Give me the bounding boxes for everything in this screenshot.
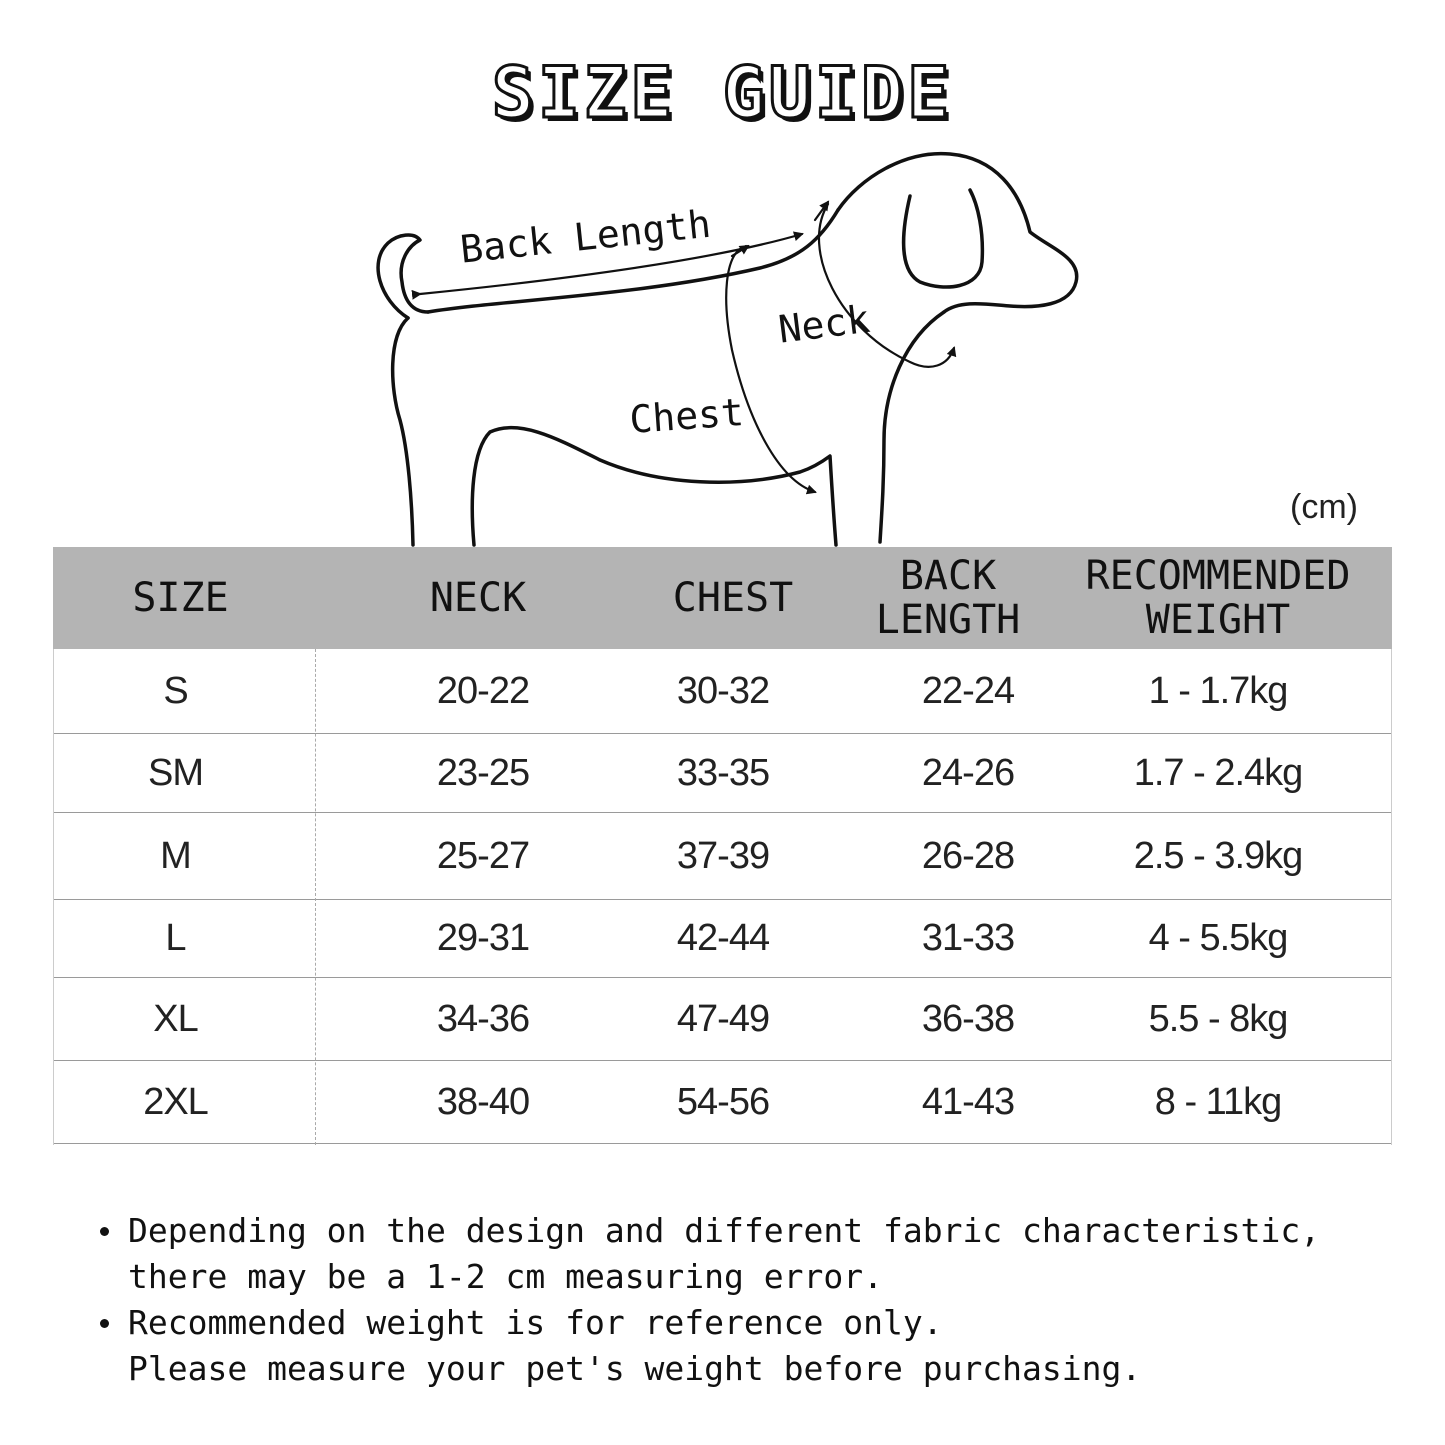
cell-weight: 5.5 - 8kg [1148, 997, 1288, 1040]
cell-size: L [165, 917, 186, 959]
note-item [100, 1208, 1400, 1300]
dog-ear [904, 190, 983, 287]
page-title: SIZE GUIDE [491, 52, 954, 134]
table-border-right [1391, 649, 1392, 1145]
cell-size: S [163, 669, 188, 712]
cell-neck: 29-31 [436, 917, 530, 959]
note-text: Depending on the design and different fabric characteristic, [128, 1211, 1321, 1250]
notes [100, 1208, 1400, 1392]
dog-head [838, 154, 1077, 312]
cell-size: XL [153, 997, 198, 1040]
unit-label: (cm) [1290, 488, 1358, 526]
header-back-length: BACK LENGTH [875, 553, 1021, 643]
cell-weight: 1.7 - 2.4kg [1133, 751, 1303, 794]
cell-size: M [160, 834, 191, 877]
note-text: Please measure your pet's weight before purchasing. [128, 1349, 1142, 1388]
note-text: Recommended weight is for reference only. [128, 1303, 943, 1342]
header-chest: CHEST [672, 575, 794, 621]
dog-tail [378, 235, 428, 318]
cell-back-length: 24-26 [921, 751, 1015, 794]
chest-arrow [726, 246, 815, 492]
cell-back-length: 22-24 [921, 669, 1015, 712]
cell-chest: 37-39 [676, 834, 770, 877]
column-divider [315, 649, 316, 1145]
table-row [53, 978, 1392, 1061]
dog-measurement-diagram [0, 0, 1445, 560]
cell-chest: 47-49 [676, 997, 770, 1040]
chest-label: Chest [628, 390, 746, 442]
bullet-icon [100, 1227, 109, 1236]
cell-weight: 4 - 5.5kg [1148, 917, 1288, 959]
cell-size: 2XL [143, 1080, 208, 1123]
cell-back-length: 26-28 [921, 834, 1015, 877]
cell-chest: 30-32 [676, 669, 770, 712]
cell-neck: 34-36 [436, 997, 530, 1040]
table-row [53, 1061, 1392, 1144]
cell-chest: 33-35 [676, 751, 770, 794]
table-row [53, 900, 1392, 978]
bullet-icon [100, 1319, 109, 1328]
table-row [53, 813, 1392, 900]
cell-weight: 2.5 - 3.9kg [1133, 834, 1303, 877]
neck-label: Neck [776, 296, 873, 352]
cell-back-length: 36-38 [921, 997, 1015, 1040]
note-text: there may be a 1-2 cm measuring error. [128, 1257, 883, 1296]
dog-belly [472, 428, 836, 545]
table-row [53, 734, 1392, 813]
table-border-left [53, 649, 54, 1145]
cell-size: SM [148, 751, 203, 794]
cell-neck: 38-40 [436, 1080, 530, 1123]
table-row [53, 649, 1392, 734]
cell-neck: 20-22 [436, 669, 530, 712]
cell-weight: 1 - 1.7kg [1148, 669, 1288, 712]
cell-back-length: 41-43 [921, 1080, 1015, 1123]
cell-neck: 25-27 [436, 834, 530, 877]
size-table [53, 547, 1392, 1144]
dog-chest [880, 312, 944, 542]
cell-back-length: 31-33 [921, 917, 1015, 959]
cell-neck: 23-25 [436, 751, 530, 794]
cell-chest: 42-44 [676, 917, 770, 959]
note-item [100, 1300, 1400, 1392]
table-header [53, 547, 1392, 649]
cell-chest: 54-56 [676, 1080, 770, 1123]
header-neck: NECK [429, 575, 527, 621]
header-recommended-weight: RECOMMENDED WEIGHT [1085, 553, 1351, 643]
dog-rear-leg [393, 318, 413, 545]
cell-weight: 8 - 11kg [1154, 1080, 1282, 1123]
header-size: SIZE [132, 575, 229, 621]
back-length-label: Back Length [458, 201, 713, 272]
